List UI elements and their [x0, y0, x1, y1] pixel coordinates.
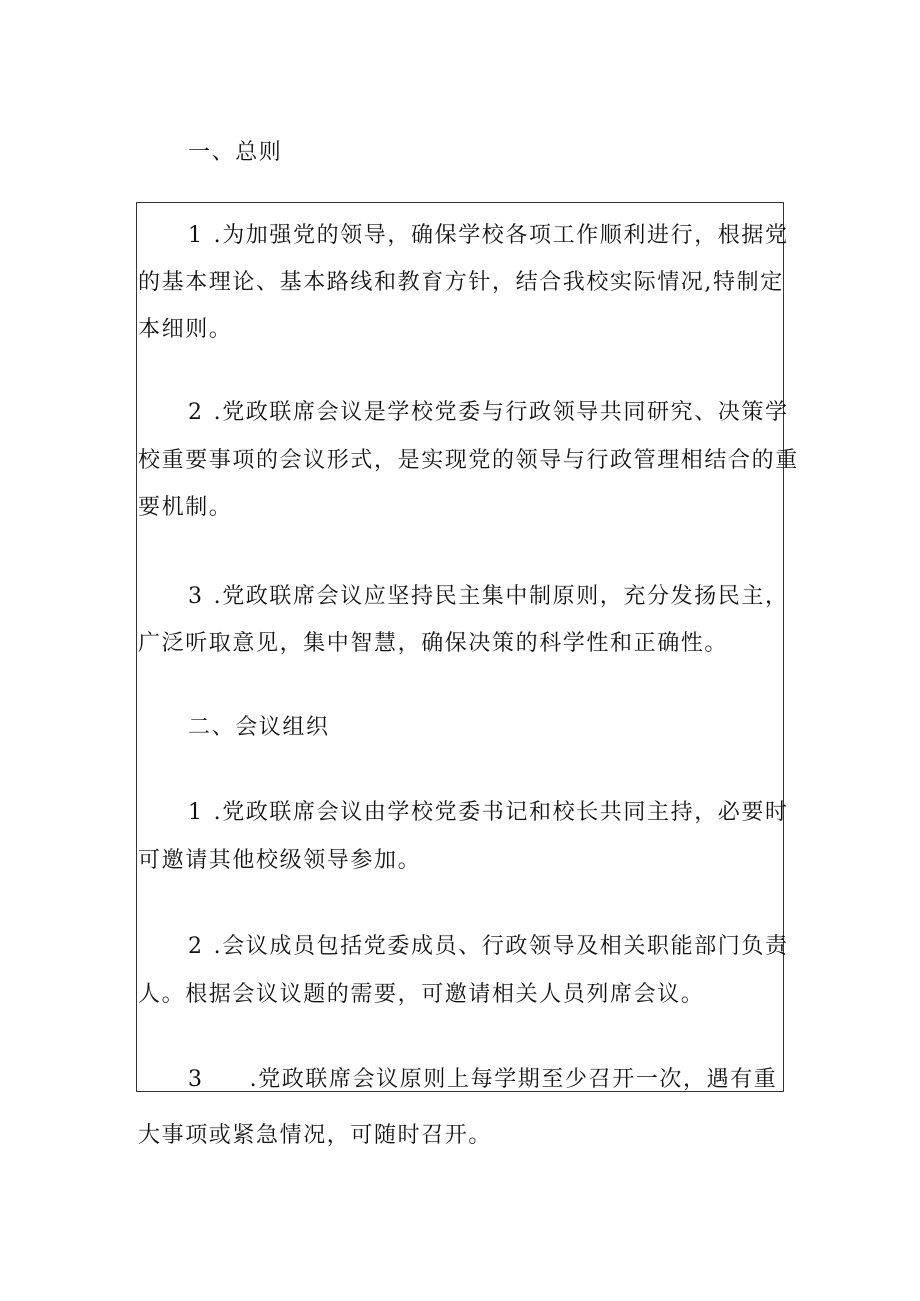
item-2-2-line-1: [188, 932, 789, 962]
item-text: .为加强党的领导，确保学校各项工作顺利进行，根据党: [213, 223, 789, 248]
item-1-1-line-2: 的基本理论、基本路线和教育方针，结合我校实际情况,特制定: [138, 270, 784, 295]
item-1-3-line-1: [188, 582, 789, 612]
item-number: 1: [188, 800, 204, 825]
item-1-2-line-1: [188, 398, 789, 428]
item-text: .党政联席会议应坚持民主集中制原则，充分发扬民主，: [213, 584, 789, 609]
item-text: .党政联席会议由学校党委书记和校长共同主持，必要时: [213, 800, 789, 825]
item-1-2-line-2: 校重要事项的会议形式，是实现党的领导与行政管理相结合的重: [138, 448, 799, 473]
item-number: 1: [188, 223, 204, 248]
item-1-2-line-3: 要机制。: [138, 495, 233, 520]
item-number: 2: [188, 400, 204, 425]
item-2-3-line-1: [188, 1065, 777, 1095]
item-number: 3: [188, 1067, 204, 1092]
item-1-1-line-3: 本细则。: [138, 317, 233, 342]
item-2-2-line-2: 人。根据会议议题的需要，可邀请相关人员列席会议。: [138, 982, 705, 1007]
item-1-3-line-2: 广泛听取意见，集中智慧，确保决策的科学性和正确性。: [138, 631, 729, 656]
item-2-3-line-2: 大事项或紧急情况，可随时召开。: [138, 1123, 493, 1148]
item-2-1-line-1: [188, 798, 789, 828]
section-heading-meeting-organization: 二、会议组织: [188, 715, 330, 740]
item-number: 2: [188, 934, 204, 959]
item-2-1-line-2: 可邀请其他校级领导参加。: [138, 848, 422, 873]
item-number: 3: [188, 584, 204, 609]
item-text: .会议成员包括党委成员、行政领导及相关职能部门负责: [213, 934, 789, 959]
item-text: .党政联席会议原则上每学期至少召开一次，遇有重: [249, 1067, 778, 1092]
section-heading-general: 一、总则: [188, 140, 283, 165]
item-text: .党政联席会议是学校党委与行政领导共同研究、决策学: [213, 400, 789, 425]
item-1-1-line-1: [188, 221, 789, 251]
